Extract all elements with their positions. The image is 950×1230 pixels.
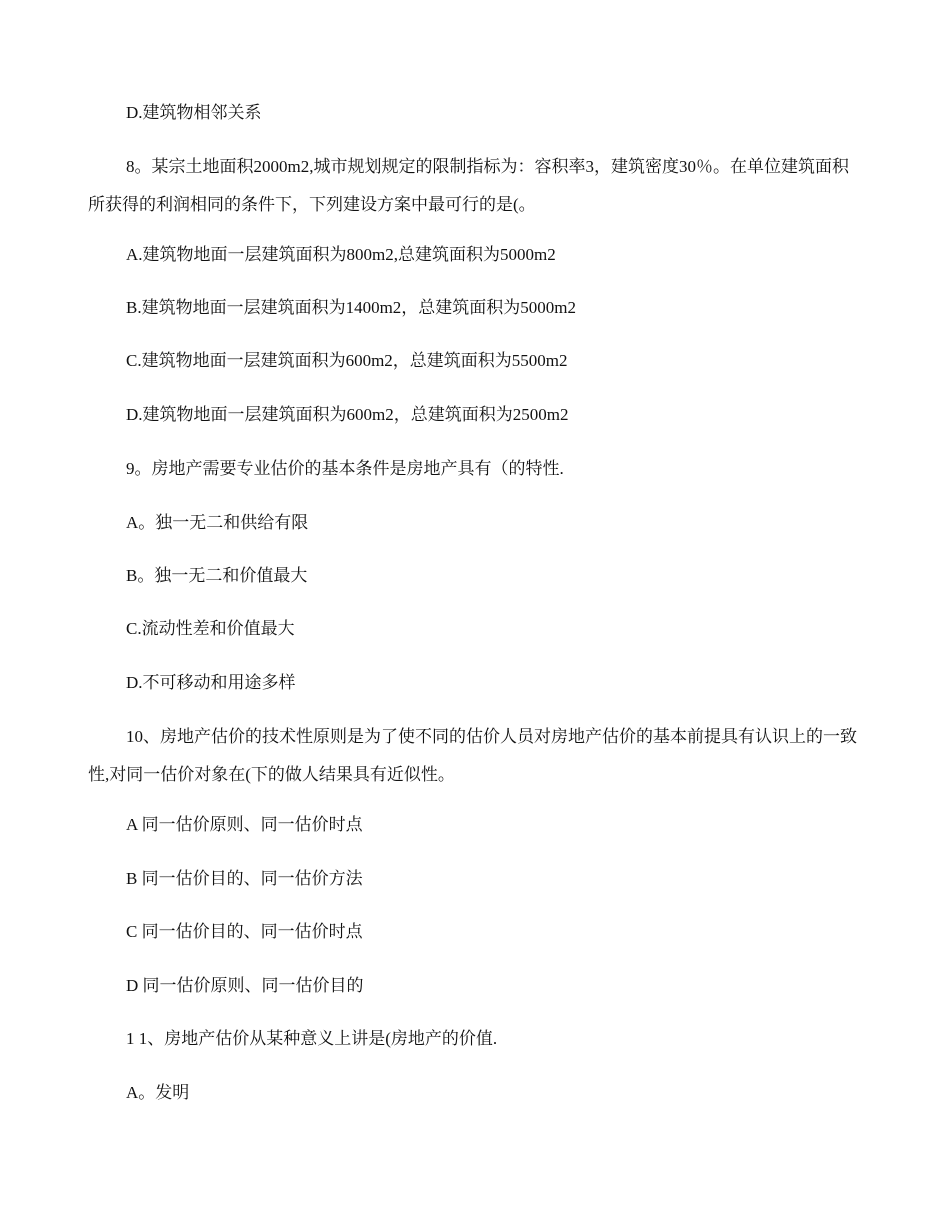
option-a-q9: A。独一无二和供给有限 (126, 513, 309, 532)
option-a-q11: A。发明 (126, 1083, 190, 1102)
question-10: 10、房地产估价的技术性原则是为了使不同的估价人员对房地产估价的基本前提具有认识上的一致性,对同一估价对象在(下的做人结果具有近似性。 (88, 727, 857, 784)
option-d-q9: D.不可移动和用途多样 (126, 673, 296, 692)
option-b-q8: B.建筑物地面一层建筑面积为1400m2，总建筑面积为5000m2 (126, 298, 577, 317)
question-9: 9。房地产需要专业估价的基本条件是房地产具有（的特性. (126, 459, 564, 478)
option-a-q8: A.建筑物地面一层建筑面积为800m2,总建筑面积为5000m2 (126, 245, 556, 264)
question-11: 1 1、房地产估价从某种意义上讲是(房地产的价值. (126, 1029, 498, 1048)
option-c-q8: C.建筑物地面一层建筑面积为600m2，总建筑面积为5500m2 (126, 351, 568, 370)
option-c-q9: C.流动性差和价值最大 (126, 619, 295, 638)
option-b-q10: B 同一估价目的、同一估价方法 (126, 869, 363, 888)
option-d-q10: D 同一估价原则、同一估价目的 (126, 976, 364, 995)
option-a-q10: A 同一估价原则、同一估价时点 (126, 815, 363, 834)
option-d-q7: D.建筑物相邻关系 (126, 103, 262, 122)
option-d-q8: D.建筑物地面一层建筑面积为600m2，总建筑面积为2500m2 (126, 405, 569, 424)
question-8: 8。某宗土地面积2000m2,城市规划规定的限制指标为：容积率3，建筑密度30％。在单位建筑面积所获得的利润相同的条件下，下列建设方案中最可行的是(。 (88, 157, 849, 214)
option-c-q10: C 同一估价目的、同一估价时点 (126, 922, 363, 941)
option-b-q9: B。独一无二和价值最大 (126, 566, 308, 585)
